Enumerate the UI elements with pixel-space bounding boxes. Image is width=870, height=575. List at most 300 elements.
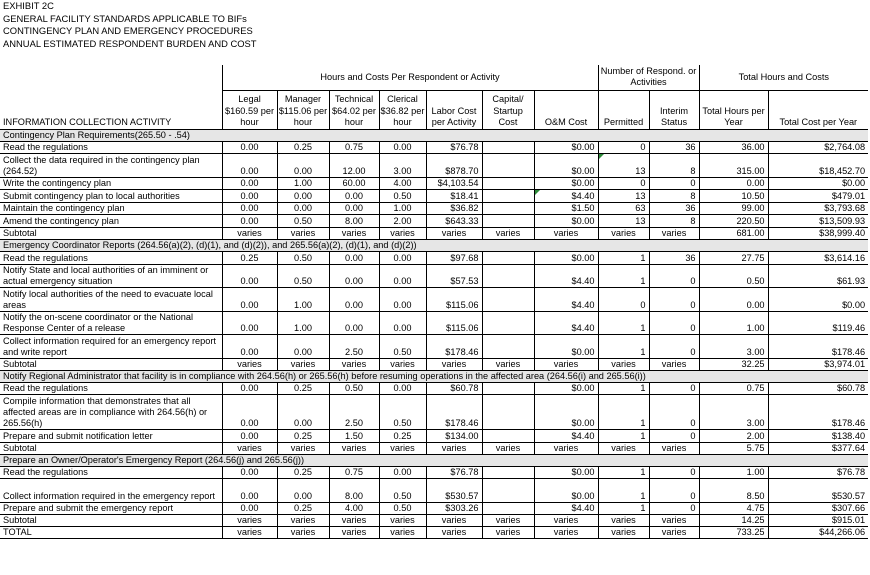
value-cell: 8.50 [699,479,768,503]
total-cell: varies [277,527,329,539]
value-cell: 0.00 [222,141,277,154]
group-hours-costs: Hours and Costs Per Respondent or Activity [222,65,598,90]
value-cell: 0.00 [277,202,329,215]
value-cell: $60.78 [768,382,868,395]
value-cell: $97.68 [426,251,482,264]
subtotal-cell: varies [222,515,277,527]
value-cell [482,154,534,178]
subtotal-cell: 5.75 [699,442,768,454]
value-cell: 0 [649,430,699,443]
value-cell: 0.50 [379,190,426,203]
value-cell: 0.00 [329,264,379,288]
value-cell: $4.40 [534,190,598,203]
subtotal-cell: varies [426,515,482,527]
subtotal-row [0,442,868,454]
subtotal-cell: varies [598,442,649,454]
exhibit-header [3,0,257,50]
col-manager: Manager $115.06 per hour [277,90,329,129]
total-cell: varies [598,527,649,539]
value-cell: 0.75 [329,141,379,154]
subtotal-label: Subtotal [0,358,222,370]
value-cell: 0.50 [379,502,426,515]
value-cell: 0 [598,141,649,154]
value-cell: 0.00 [222,264,277,288]
value-cell [482,202,534,215]
subtotal-cell: varies [534,358,598,370]
value-cell: 1.00 [277,177,329,190]
subtotal-cell: varies [277,442,329,454]
value-cell: $115.06 [426,288,482,312]
total-cell: varies [482,527,534,539]
subtotal-cell: $38,999.40 [768,227,868,239]
value-cell: $0.00 [534,141,598,154]
value-cell: 0.00 [222,190,277,203]
value-cell: 8.00 [329,479,379,503]
activity-cell: Collect the data required in the contingency plan (264.52) [0,154,222,178]
subtotal-cell: varies [379,442,426,454]
value-cell: 12.00 [329,154,379,178]
value-cell: 0.50 [379,335,426,359]
subtotal-cell: varies [329,442,379,454]
value-cell: 0 [649,466,699,479]
value-cell: 0.00 [379,311,426,335]
value-cell: $4.40 [534,311,598,335]
col-total-hours: Total Hours per Year [699,90,768,129]
value-cell: $530.57 [768,479,868,503]
value-cell: $18.41 [426,190,482,203]
value-cell: 0.25 [277,141,329,154]
value-cell: 36.00 [699,141,768,154]
subtotal-cell: varies [534,442,598,454]
value-cell: 0 [598,177,649,190]
value-cell: 0.00 [329,311,379,335]
total-cell: varies [222,527,277,539]
group-total: Total Hours and Costs [699,65,868,90]
subtotal-cell: varies [482,358,534,370]
value-cell: 4.00 [329,502,379,515]
value-cell: $178.46 [426,335,482,359]
value-cell: 0.50 [277,215,329,228]
subtotal-cell: varies [222,358,277,370]
value-cell: $0.00 [534,335,598,359]
value-cell: 0.00 [277,190,329,203]
value-cell: 3.00 [379,154,426,178]
value-cell: 10.50 [699,190,768,203]
col-om: O&M Cost [534,90,598,129]
value-cell: 0.00 [222,288,277,312]
value-cell: $4,103.54 [426,177,482,190]
col-legal: Legal $160.59 per hour [222,90,277,129]
col-clerical: Clerical $36.82 per hour [379,90,426,129]
table-row [0,382,868,395]
value-cell: 0.00 [379,382,426,395]
value-cell: $4.40 [534,430,598,443]
value-cell: 1 [598,264,649,288]
value-cell: 0.00 [222,382,277,395]
subtotal-cell: varies [598,515,649,527]
value-cell: $178.46 [768,335,868,359]
value-cell: 2.50 [329,335,379,359]
group-number: Number of Respond. or Activities [598,65,699,90]
table-row [0,502,868,515]
total-cell: varies [649,527,699,539]
value-cell: 0.75 [699,382,768,395]
value-cell: $3,614.16 [768,251,868,264]
col-capital: Capital/ Startup Cost [482,90,534,129]
total-cell: varies [534,527,598,539]
value-cell: 0.00 [379,466,426,479]
value-cell: 0.00 [379,141,426,154]
value-cell: 0.00 [277,395,329,430]
activity-cell: Write the contingency plan [0,177,222,190]
value-cell: 0.00 [329,288,379,312]
activity-cell: Read the regulations [0,466,222,479]
subtotal-cell: varies [426,227,482,239]
value-cell: $4.40 [534,288,598,312]
value-cell: 13 [598,154,649,178]
value-cell: 0.00 [222,502,277,515]
subtotal-cell: varies [329,227,379,239]
activity-cell: Prepare and submit notification letter [0,430,222,443]
value-cell: 0.00 [277,335,329,359]
table-row [0,335,868,359]
subtotal-cell: 681.00 [699,227,768,239]
table-row [0,311,868,335]
value-cell: 0.00 [222,215,277,228]
col-activity: INFORMATION COLLECTION ACTIVITY [3,117,172,127]
value-cell: 220.50 [699,215,768,228]
value-cell: 13 [598,190,649,203]
value-cell: 0.50 [699,264,768,288]
table-row [0,177,868,190]
activity-cell: Amend the contingency plan [0,215,222,228]
value-cell: 0.00 [222,154,277,178]
value-cell: 0.00 [379,264,426,288]
value-cell: $0.00 [534,154,598,178]
burden-table [0,65,868,539]
value-cell: 1 [598,382,649,395]
value-cell: 0.50 [277,264,329,288]
value-cell: $3,793.68 [768,202,868,215]
table-row [0,264,868,288]
subtotal-row [0,515,868,527]
value-cell: 1.00 [699,311,768,335]
section-title: Emergency Coordinator Reports (264.56(a)(2), (d)(1), and (d)(2)), and 265.56(a)(2), (d)(1), and (d)(2)) [0,239,868,251]
value-cell: 0.00 [222,430,277,443]
subtotal-label: Subtotal [0,227,222,239]
value-cell: $76.78 [426,141,482,154]
value-cell: 1 [598,502,649,515]
value-cell: 63 [598,202,649,215]
total-cell: varies [426,527,482,539]
value-cell: 0.00 [329,251,379,264]
value-cell: 0.00 [329,190,379,203]
activity-cell: Submit contingency plan to local authorities [0,190,222,203]
value-cell: $0.00 [768,288,868,312]
subtotal-cell: varies [329,515,379,527]
table-body [0,129,868,539]
value-cell: 0 [649,502,699,515]
value-cell: 1 [598,395,649,430]
value-cell: 0.25 [379,430,426,443]
value-cell: $134.00 [426,430,482,443]
subtotal-cell: varies [426,358,482,370]
table-row [0,430,868,443]
section-title: Notify Regional Administrator that facility is in compliance with 264.56(h) or 265.56(h) before resuming operations in the affected area (264.56(i) and 265.56(i)) [0,370,868,382]
value-cell: 0.75 [329,466,379,479]
value-cell: 36 [649,202,699,215]
value-cell: 0.25 [222,251,277,264]
value-cell: 0.00 [277,479,329,503]
value-cell: 36 [649,251,699,264]
value-cell: $303.26 [426,502,482,515]
value-cell: $115.06 [426,311,482,335]
value-cell: $0.00 [534,177,598,190]
value-cell: 0.25 [277,430,329,443]
value-cell: 0.00 [222,202,277,215]
value-cell: 0.25 [277,502,329,515]
value-cell: 0.00 [222,335,277,359]
subtotal-row [0,358,868,370]
value-cell [482,177,534,190]
total-cell: 733.25 [699,527,768,539]
section-header [0,454,868,466]
value-cell [482,395,534,430]
value-cell [482,502,534,515]
value-cell: 1.00 [699,466,768,479]
value-cell: 1.00 [277,288,329,312]
value-cell: $0.00 [768,177,868,190]
value-cell: 0.00 [222,177,277,190]
value-cell: 3.00 [699,395,768,430]
value-cell: $878.70 [426,154,482,178]
value-cell [482,382,534,395]
activity-cell: Notify local authorities of the need to evacuate local areas [0,288,222,312]
value-cell [482,430,534,443]
activity-cell: Prepare and submit the emergency report [0,502,222,515]
value-cell: 27.75 [699,251,768,264]
value-cell: 0.50 [329,382,379,395]
subtotal-cell: varies [379,227,426,239]
value-cell: 0.50 [379,479,426,503]
value-cell: 0 [649,311,699,335]
value-cell [482,141,534,154]
subtotal-cell: varies [649,442,699,454]
value-cell: $479.01 [768,190,868,203]
subtotal-cell: varies [598,358,649,370]
value-cell: 0.00 [222,395,277,430]
table-row [0,190,868,203]
activity-cell: Collect information required in the emergency report [0,479,222,503]
value-cell: 0.00 [277,154,329,178]
table-row [0,154,868,178]
subtotal-cell: varies [379,515,426,527]
value-cell: 0.00 [699,288,768,312]
value-cell: 13 [598,215,649,228]
value-cell: $1.50 [534,202,598,215]
value-cell: 1 [598,479,649,503]
value-cell: $13,509.93 [768,215,868,228]
subtotal-cell: 14.25 [699,515,768,527]
table-row [0,288,868,312]
value-cell: 4.00 [379,177,426,190]
value-cell: $119.46 [768,311,868,335]
subtotal-cell: varies [426,442,482,454]
value-cell: 2.00 [699,430,768,443]
value-cell: $138.40 [768,430,868,443]
value-cell: 1.00 [379,202,426,215]
value-cell: $0.00 [534,382,598,395]
value-cell: 2.50 [329,395,379,430]
subtotal-cell: varies [598,227,649,239]
value-cell: $0.00 [534,479,598,503]
value-cell: $0.00 [534,215,598,228]
value-cell: 0 [598,288,649,312]
table-row [0,215,868,228]
value-cell [482,335,534,359]
value-cell: 0.00 [222,466,277,479]
total-row [0,527,868,539]
value-cell: 1 [598,430,649,443]
exhibit-subtitle-2: CONTINGENCY PLAN AND EMERGENCY PROCEDURES [3,25,253,36]
subtotal-cell: varies [277,358,329,370]
value-cell [482,288,534,312]
value-cell [482,264,534,288]
value-cell: 0 [649,395,699,430]
value-cell: 0.00 [699,177,768,190]
subtotal-cell: varies [482,227,534,239]
value-cell [482,215,534,228]
subtotal-cell: varies [222,442,277,454]
col-permitted: Permitted [598,90,649,129]
subtotal-cell: varies [649,227,699,239]
value-cell: 2.00 [379,215,426,228]
total-label: TOTAL [0,527,222,539]
value-cell: $178.46 [426,395,482,430]
table-row [0,479,868,503]
value-cell: 0.00 [379,251,426,264]
value-cell: 0.00 [329,202,379,215]
value-cell: 0.00 [222,311,277,335]
total-cell: varies [379,527,426,539]
table-row [0,141,868,154]
value-cell: 1 [598,335,649,359]
activity-cell: Read the regulations [0,251,222,264]
exhibit-title: EXHIBIT 2C [3,0,54,11]
activity-cell: Read the regulations [0,382,222,395]
activity-cell: Compile information that demonstrates that all affected areas are in compliance with 264.56(h) or 265.56(h) [0,395,222,430]
value-cell: $307.66 [768,502,868,515]
value-cell: 0.50 [277,251,329,264]
section-title: Contingency Plan Requirements(265.50 - .54) [0,129,868,141]
value-cell: 8 [649,190,699,203]
subtotal-label: Subtotal [0,515,222,527]
value-cell: $4.40 [534,264,598,288]
value-cell: $18,452.70 [768,154,868,178]
value-cell: 36 [649,141,699,154]
subtotal-cell: varies [649,515,699,527]
value-cell: 0 [649,177,699,190]
value-cell: $178.46 [768,395,868,430]
value-cell: 99.00 [699,202,768,215]
subtotal-cell: varies [277,227,329,239]
value-cell: 60.00 [329,177,379,190]
total-cell: varies [329,527,379,539]
subtotal-cell: varies [534,227,598,239]
value-cell: 0.50 [379,395,426,430]
col-labor: Labor Cost per Activity [426,90,482,129]
value-cell: 8.00 [329,215,379,228]
value-cell: $530.57 [426,479,482,503]
table-row [0,251,868,264]
value-cell: $61.93 [768,264,868,288]
activity-cell: Notify State and local authorities of an imminent or actual emergency situation [0,264,222,288]
value-cell: 0.00 [222,479,277,503]
subtotal-cell: varies [534,515,598,527]
value-cell: $643.33 [426,215,482,228]
value-cell: 0.25 [277,382,329,395]
exhibit-subtitle-3: ANNUAL ESTIMATED RESPONDENT BURDEN AND COST [3,37,257,49]
subtotal-cell: varies [482,515,534,527]
value-cell: 0 [649,288,699,312]
value-cell: $0.00 [534,395,598,430]
value-cell [482,479,534,503]
value-cell: $76.78 [768,466,868,479]
activity-cell: Maintain the contingency plan [0,202,222,215]
subtotal-cell: varies [649,358,699,370]
subtotal-cell: varies [277,515,329,527]
value-cell [482,190,534,203]
value-cell: $76.78 [426,466,482,479]
value-cell: $2,764.08 [768,141,868,154]
value-cell: 0 [649,479,699,503]
activity-cell: Collect information required for an emergency report and write report [0,335,222,359]
subtotal-row [0,227,868,239]
col-interim: Interim Status [649,90,699,129]
col-technical: Technical $64.02 per hour [329,90,379,129]
section-header [0,370,868,382]
subtotal-cell: varies [482,442,534,454]
value-cell [482,251,534,264]
subtotal-cell: $377.64 [768,442,868,454]
value-cell: 8 [649,154,699,178]
total-cell: $44,266.06 [768,527,868,539]
value-cell: 1.50 [329,430,379,443]
subtotal-cell: 32.25 [699,358,768,370]
subtotal-cell: varies [379,358,426,370]
value-cell: 0 [649,382,699,395]
subtotal-cell: $915.01 [768,515,868,527]
value-cell: $60.78 [426,382,482,395]
table-row [0,466,868,479]
value-cell: 8 [649,215,699,228]
value-cell: 0 [649,264,699,288]
value-cell: $4.40 [534,502,598,515]
section-header [0,239,868,251]
value-cell: $0.00 [534,466,598,479]
activity-cell: Notify the on-scene coordinator or the National Response Center of a release [0,311,222,335]
table-row [0,395,868,430]
value-cell: 1 [598,251,649,264]
activity-cell: Read the regulations [0,141,222,154]
value-cell: $0.00 [534,251,598,264]
value-cell: 0.00 [379,288,426,312]
value-cell: $36.82 [426,202,482,215]
value-cell: 0 [649,335,699,359]
value-cell: 3.00 [699,335,768,359]
subtotal-cell: varies [222,227,277,239]
value-cell: 1 [598,466,649,479]
